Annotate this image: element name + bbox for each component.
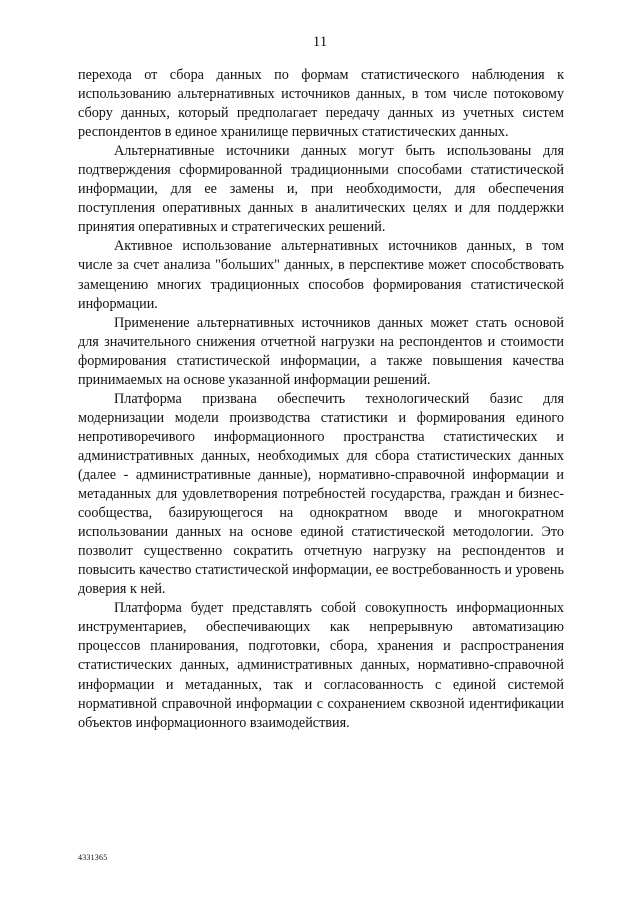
paragraph-platform-purpose: Платформа призвана обеспечить технологический базис для модернизации модели производства статистики и формирования единого непротиворечивого информационного пространства статистических и административных данных, необходимых для сбора статистических данных (далее - административные данные), нормативно-справочной информации и метаданных для удовлетворения потребностей государства, граждан и бизнес-сообщества, базирующегося на однократном вводе и многократном использовании данных на основе единой статистической методологии. Это позволит существенно сократить отчетную нагрузку на респондентов и повысить качество статистической информации, ее востребованность и уровень доверия к ней. (78, 390, 564, 598)
document-code: 4331365 (78, 853, 108, 862)
paragraph-big-data: Активное использование альтернативных источников данных, в том числе за счет анализа "больших" данных, в перспективе может способствовать замещению многих традиционных способов формирования статистической информации. (78, 238, 564, 312)
paragraph-alternative-sources-use: Альтернативные источники данных могут быть использованы для подтверждения сформированной традиционными способами статистической информации, для ее замены и, при необходимости, для обеспечения поступления оперативных данных в аналитических целях и для поддержки принятия оперативных и стратегических решений. (78, 143, 564, 236)
paragraph-platform-composition: Платформа будет представлять собой совокупность информационных инструментариев, обеспечивающих как непрерывную автоматизацию процессов планирования, подготовки, сбора, хранения и распространения статистических данных, административных данных, нормативно-справочной информации и метаданных, так и согласованность с единой системой нормативной справочной информации с сохранением сквозной идентификации объектов информационного взаимодействия. (78, 600, 564, 731)
paragraph-continuation: перехода от сбора данных по формам статистического наблюдения к использованию альтернативных источников данных, в том числе потоковому сбору данных, который предполагает передачу данных из учетных систем респондентов в единое хранилище первичных статистических данных. (78, 67, 564, 141)
body-text (78, 66, 564, 733)
paragraph-reporting-burden: Применение альтернативных источников данных может стать основой для значительного снижения отчетной нагрузки на респондентов и стоимости формирования статистической информации, а также повышения качества принимаемых на основе указанной информации решений. (78, 314, 564, 388)
page-number: 11 (312, 34, 328, 50)
